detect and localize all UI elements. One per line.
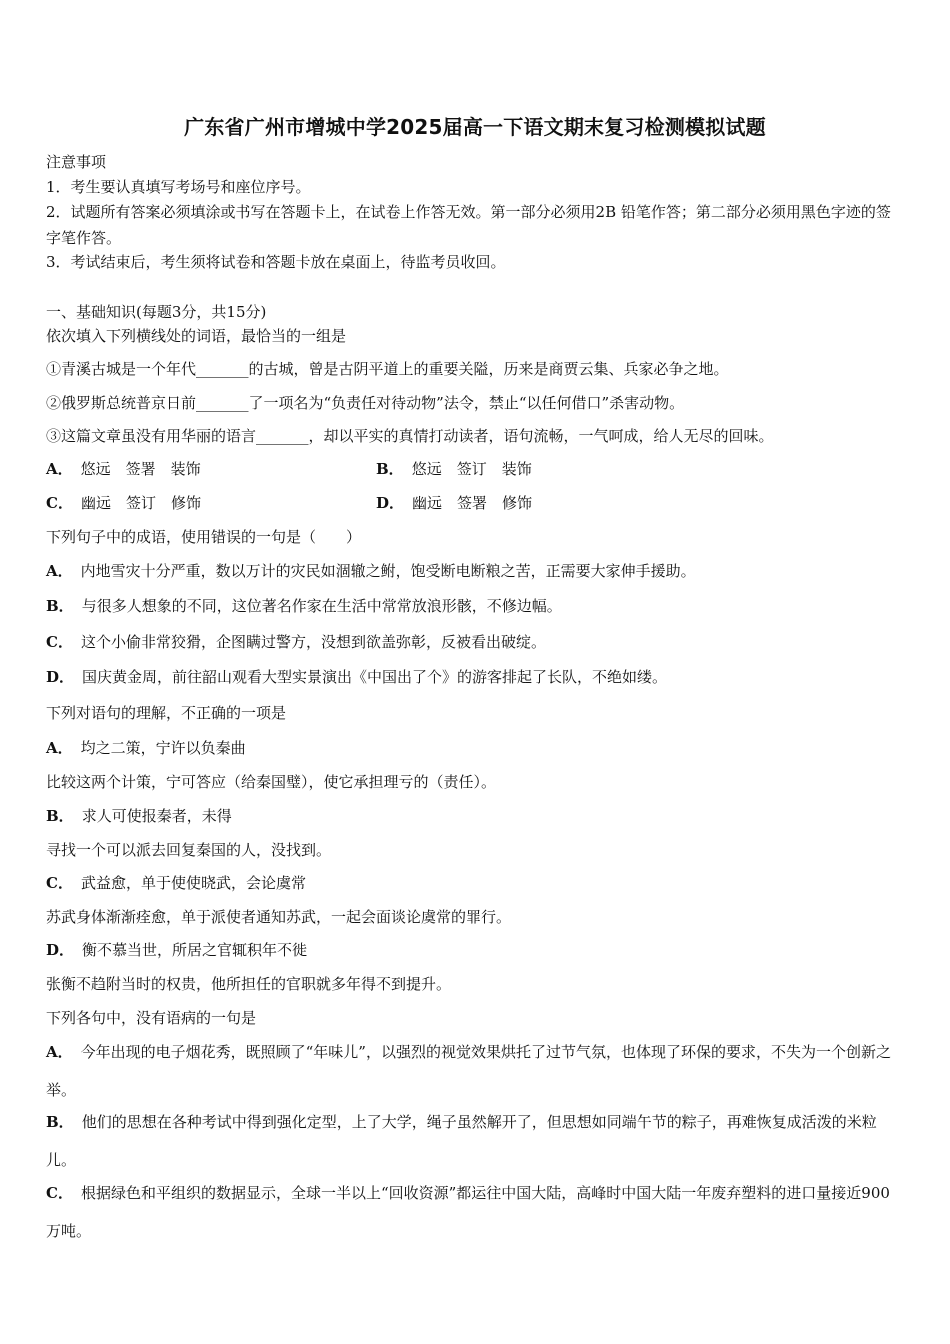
option-text: 悠远 签订 装饰	[411, 460, 532, 478]
option-text: 衡不慕当世，所居之官辄积年不徙	[82, 941, 308, 959]
q3-option-d-explain: 张衡不趋附当时的权贵，他所担任的官职就多年得不到提升。	[46, 975, 452, 993]
q1-option-d[interactable]	[376, 492, 532, 514]
option-text: 内地雪灾十分严重，数以万计的灾民如涸辙之鲋，饱受断电断粮之苦，正需要大家伸手援助。	[80, 562, 696, 580]
option-text: 根据绿色和平组织的数据显示，全球一半以上“回收资源”都运往中国大陆，高峰时中国大陆一年废弃塑料的进口量接近900万吨。	[46, 1184, 890, 1240]
option-letter: C．	[46, 874, 73, 892]
option-text: 武益愈，单于使使晓武，会论虞常	[80, 874, 306, 892]
option-text: 他们的思想在各种考试中得到强化定型，上了大学，绳子虽然解开了，但思想如同端午节的粽子，再难恢复成活泼的米粒儿。	[46, 1113, 877, 1169]
option-letter: B．	[46, 807, 74, 825]
option-text: 悠远 签署 装饰	[80, 460, 201, 478]
option-letter: A．	[46, 1043, 73, 1061]
q4-option-b[interactable]	[46, 1103, 904, 1179]
q4-stem: 下列各句中，没有语病的一句是	[46, 1009, 257, 1027]
q3-option-a-explain: 比较这两个计策，宁可答应（给秦国璧），使它承担理亏的（责任）。	[46, 773, 497, 791]
q3-option-c[interactable]	[46, 872, 306, 894]
q2-option-d[interactable]	[46, 666, 667, 688]
q2-option-b[interactable]	[46, 595, 562, 617]
q1-sentence-1: ①青溪古城是一个年代_______的古城，曾是古阴平道上的重要关隘，历来是商贾云集、兵家必争之地。	[46, 360, 729, 378]
notice-heading: 注意事项	[46, 153, 107, 171]
q1-sentence-2: ②俄罗斯总统普京日前_______了一项名为“负责任对待动物”法令，禁止“以任何借口”杀害动物。	[46, 394, 685, 412]
option-text: 幽远 签订 修饰	[80, 494, 201, 512]
q1-sentence-3: ③这篇文章虽没有用华丽的语言_______，却以平实的真情打动读者，语句流畅，一气呵成，给人无尽的回味。	[46, 427, 774, 445]
option-text: 国庆黄金周，前往韶山观看大型实景演出《中国出了个》的游客排起了长队，不绝如缕。	[82, 668, 668, 686]
q2-option-a[interactable]	[46, 560, 696, 582]
q3-stem: 下列对语句的理解，不正确的一项是	[46, 704, 287, 722]
option-letter: D．	[46, 941, 75, 959]
q2-stem: 下列句子中的成语，使用错误的一句是（ ）	[46, 528, 362, 546]
q1-option-a[interactable]	[46, 458, 201, 480]
q3-option-b-explain: 寻找一个可以派去回复秦国的人，没找到。	[46, 841, 332, 859]
q4-option-c[interactable]	[46, 1174, 904, 1250]
option-letter: B．	[46, 1113, 74, 1131]
option-letter: C．	[46, 494, 73, 512]
option-text: 与很多人想象的不同，这位著名作家在生活中常常放浪形骸，不修边幅。	[81, 597, 562, 615]
option-letter: B．	[46, 597, 74, 615]
q3-option-b[interactable]	[46, 805, 232, 827]
option-text: 今年出现的电子烟花秀，既照顾了“年味儿”，以强烈的视觉效果烘托了过节气氛，也体现了环保的要求，不失为一个创新之举。	[46, 1043, 891, 1099]
q3-option-c-explain: 苏武身体渐渐痊愈，单于派使者通知苏武，一起会面谈论虞常的罪行。	[46, 908, 512, 926]
q3-option-d[interactable]	[46, 939, 307, 961]
option-letter: A．	[46, 460, 73, 478]
option-text: 幽远 签署 修饰	[412, 494, 533, 512]
q3-option-a[interactable]	[46, 737, 246, 759]
page-title: 广东省广州市增城中学2025届高一下语文期末复习检测模拟试题	[184, 115, 766, 139]
option-letter: B．	[376, 460, 404, 478]
option-text: 均之二策，宁许以负秦曲	[80, 739, 246, 757]
q1-option-b[interactable]	[376, 458, 532, 480]
option-letter: C．	[46, 633, 73, 651]
q2-option-c[interactable]	[46, 631, 546, 653]
option-text: 求人可使报秦者，未得	[81, 807, 232, 825]
q1-option-c[interactable]	[46, 492, 201, 514]
option-letter: A．	[46, 739, 73, 757]
option-letter: D．	[46, 668, 75, 686]
notice-item-1: 1．考生要认真填写考场号和座位序号。	[46, 178, 311, 196]
q4-option-a[interactable]	[46, 1033, 904, 1109]
option-text: 这个小偷非常狡猾，企图瞒过警方，没想到欲盖弥彰，反被看出破绽。	[80, 633, 546, 651]
section-heading: 一、基础知识(每题3分，共15分)	[46, 303, 267, 321]
option-letter: C．	[46, 1184, 73, 1202]
notice-item-3: 3．考试结束后，考生须将试卷和答题卡放在桌面上，待监考员收回。	[46, 253, 506, 271]
q1-stem: 依次填入下列横线处的词语，最恰当的一组是	[46, 327, 347, 345]
option-letter: D．	[376, 494, 405, 512]
notice-item-2: 2．试题所有答案必须填涂或书写在答题卡上，在试卷上作答无效。第一部分必须用2B 铅笔作答；第二部分必须用黑色字迹的签字笔作答。	[46, 203, 891, 247]
option-letter: A．	[46, 562, 73, 580]
